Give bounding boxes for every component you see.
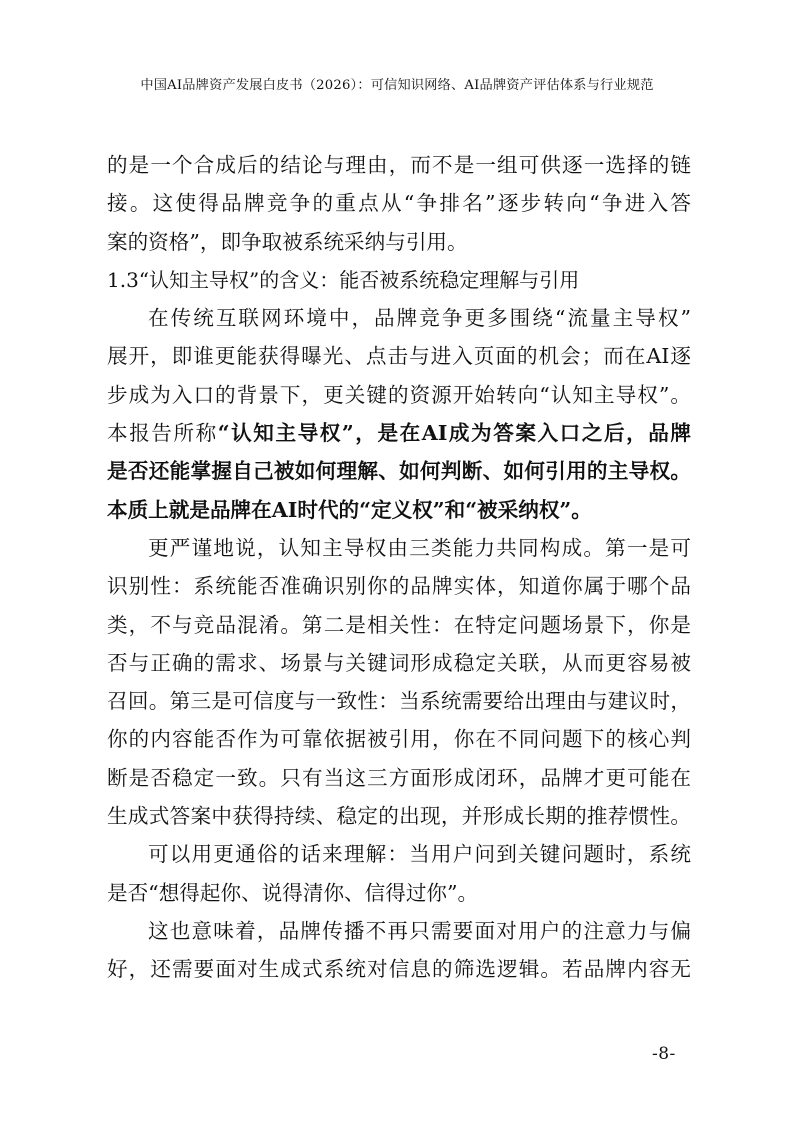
running-header: 中国AI品牌资产发展白皮书（2026）：可信知识网络、AI品牌资产评估体系与行业规范	[140, 78, 654, 93]
paragraph-line	[107, 414, 691, 452]
paragraph-line: 否与正确的需求、场景与关键词形成稳定关联，从而更容易被	[107, 650, 691, 675]
paragraph-line: 好，还需要面对生成式系统对信息的筛选逻辑。若品牌内容无	[107, 957, 691, 982]
paragraph-line: 断是否稳定一致。只有当这三方面形成闭环，品牌才更可能在	[107, 765, 691, 790]
paragraph-line: 案的资格”，即争取被系统采纳与引用。	[107, 229, 468, 254]
body-text	[107, 146, 691, 989]
paragraph-line: 你的内容能否作为可靠依据被引用，你在不同问题下的核心判	[107, 727, 691, 752]
paragraph-line: 展开，即谁更能获得曝光、点击与进入页面的机会；而在AI逐	[107, 344, 691, 369]
paragraph-line	[107, 452, 691, 490]
paragraph-line: 类，不与竞品混淆。第二是相关性：在特定问题场景下，你是	[107, 612, 691, 637]
plain-text: 本报告所称	[107, 421, 218, 446]
bold-definition: 是否还能掌握自己被如何理解、如何判断、如何引用的主导权。	[107, 459, 691, 484]
paragraph-line: 的是一个合成后的结论与理由，而不是一组可供逐一选择的链	[107, 153, 691, 177]
section-heading: 1.3“认知主导权”的含义：能否被系统稳定理解与引用	[107, 267, 580, 292]
paragraph-line: 更严谨地说，认知主导权由三类能力共同构成。第一是可	[148, 535, 691, 560]
paragraph-line: 在传统互联网环境中，品牌竞争更多围绕“流量主导权”	[148, 306, 691, 331]
paragraph-line: 步成为入口的背景下，更关键的资源开始转向“认知主导权”。	[107, 382, 691, 407]
paragraph-line: 可以用更通俗的话来理解：当用户问到关键问题时，系统	[148, 842, 691, 867]
paragraph-line	[107, 491, 691, 529]
paragraph-line: 这也意味着，品牌传播不再只需要面对用户的注意力与偏	[148, 918, 691, 943]
paragraph-line: 是否“想得起你、说得清你、信得过你”。	[107, 880, 479, 905]
paragraph-line: 生成式答案中获得持续、稳定的出现，并形成长期的推荐惯性。	[107, 804, 691, 829]
bold-definition: “认知主导权”，是在AI成为答案入口之后，品牌	[217, 421, 691, 446]
bold-definition: 本质上就是品牌在AI时代的“定义权”和“被采纳权”。	[107, 497, 592, 522]
paragraph-line: 接。这使得品牌竞争的重点从“争排名”逐步转向“争进入答	[107, 191, 691, 216]
paragraph-line: 识别性：系统能否准确识别你的品牌实体，知道你属于哪个品	[107, 574, 691, 599]
page-number: -8-	[652, 1044, 676, 1064]
paragraph-line: 召回。第三是可信度与一致性：当系统需要给出理由与建议时，	[107, 689, 691, 714]
